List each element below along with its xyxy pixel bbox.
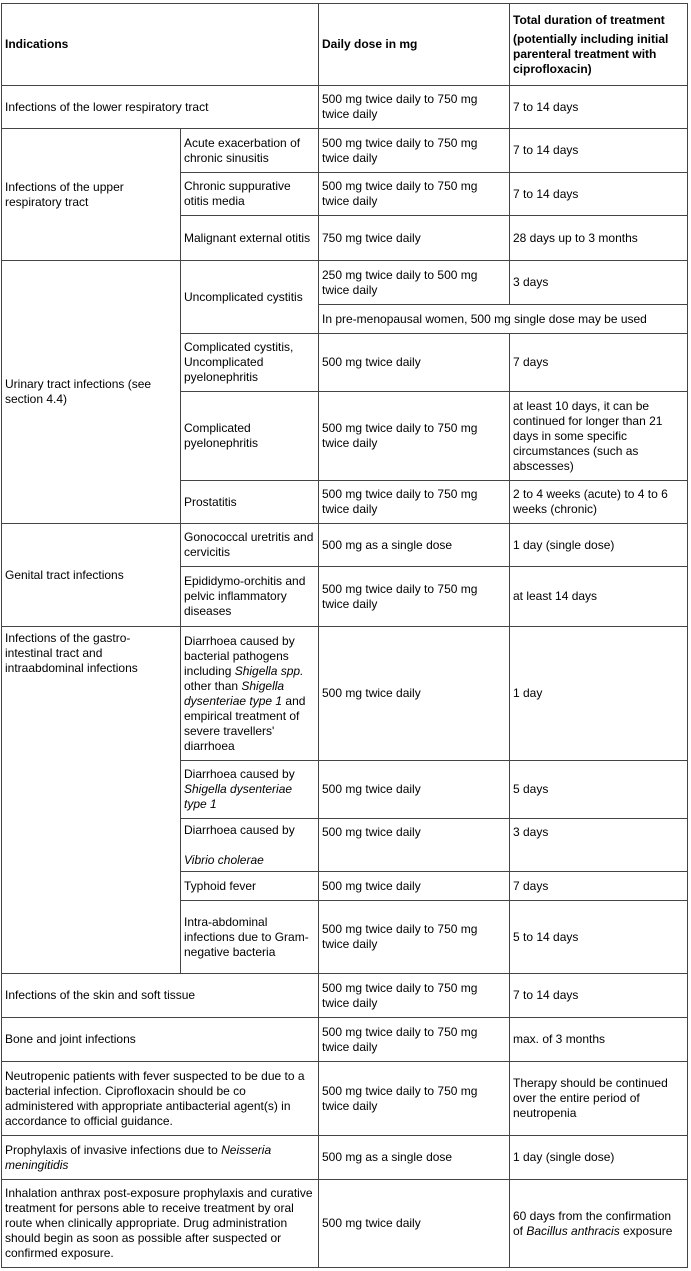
urinary-premenopausal-note: In pre-menopausal women, 500 mg single dose may be used — [318, 304, 688, 334]
upper-resp-sub-2-dose: 500 mg twice daily to 750 mg twice daily — [318, 172, 510, 216]
gastro-sub-1-duration: 1 day — [509, 626, 688, 761]
urinary-uncomplicated-cystitis-condition: Uncomplicated cystitis — [180, 260, 319, 334]
header-daily-dose: Daily dose in mg — [318, 3, 510, 86]
row-lower-resp-indication: Infections of the lower respiratory tract — [1, 85, 319, 129]
header-duration: Total duration of treatment (potentially including initial parenteral treatment with ciprofloxacin) — [509, 3, 688, 86]
urinary-sub-3-condition: Prostatitis — [180, 480, 319, 524]
urinary-sub-3-dose: 500 mg twice daily to 750 mg twice daily — [318, 480, 510, 524]
gastro-sub-5-dose: 500 mg twice daily to 750 mg twice daily — [318, 900, 510, 974]
gastro-sub-4-duration: 7 days — [509, 871, 688, 901]
gastro-sub-2-condition: Diarrhoea caused by Shigella dysenteriae type 1 — [180, 760, 319, 819]
gastro-sub-4-dose: 500 mg twice daily — [318, 871, 510, 901]
gastro-sub-2-duration: 5 days — [509, 760, 688, 819]
row-neutropenic-duration: Therapy should be continued over the entire period of neutropenia — [509, 1061, 688, 1136]
gastro-sub-3-dose: 500 mg twice daily — [318, 818, 510, 872]
gastro-sub-3-condition: Diarrhoea caused by Vibrio cholerae — [180, 818, 319, 872]
row-anthrax-dose: 500 mg twice daily — [318, 1179, 510, 1268]
row-skin-dose: 500 mg twice daily to 750 mg twice daily — [318, 973, 510, 1018]
upper-resp-sub-3-dose: 750 mg twice daily — [318, 215, 510, 261]
gastro-sub-1-condition: Diarrhoea caused by bacterial pathogens including Shigella spp. other than Shigella dysenteriae type 1 and empirical treatment of severe travellers' diarrhoea — [180, 626, 319, 761]
genital-sub-2-dose: 500 mg twice daily to 750 mg twice daily — [318, 566, 510, 627]
row-anthrax-indication: Inhalation anthrax post-exposure prophylaxis and curative treatment for persons able to receive treatment by oral route when clinically appropriate. Drug administration should begin as soon as possible after suspected or confirmed exposure. — [1, 1179, 319, 1268]
row-bone-duration: max. of 3 months — [509, 1017, 688, 1062]
genital-sub-2-condition: Epididymo-orchitis and pelvic inflammatory diseases — [180, 566, 319, 627]
urinary-sub-1-duration: 7 days — [509, 333, 688, 392]
upper-resp-sub-3-duration: 28 days up to 3 months — [509, 215, 688, 261]
row-urinary-indication: Urinary tract infections (see section 4.4) — [1, 260, 181, 524]
row-gastro-indication: Infections of the gastro-intestinal tract and intraabdominal infections — [1, 626, 181, 974]
urinary-sub-2-condition: Complicated pyelonephritis — [180, 391, 319, 481]
row-neisseria-duration: 1 day (single dose) — [509, 1135, 688, 1180]
urinary-sub-1-dose: 500 mg twice daily — [318, 333, 510, 392]
genital-sub-1-dose: 500 mg as a single dose — [318, 523, 510, 567]
urinary-sub-2-dose: 500 mg twice daily to 750 mg twice daily — [318, 391, 510, 481]
row-bone-indication: Bone and joint infections — [1, 1017, 319, 1062]
upper-resp-sub-2-condition: Chronic suppurative otitis media — [180, 172, 319, 216]
row-skin-indication: Infections of the skin and soft tissue — [1, 973, 319, 1018]
row-neisseria-indication: Prophylaxis of invasive infections due to Neisseria meningitidis — [1, 1135, 319, 1180]
gastro-sub-3-duration: 3 days — [509, 818, 688, 872]
gastro-sub-2-dose: 500 mg twice daily — [318, 760, 510, 819]
upper-resp-sub-1-dose: 500 mg twice daily to 750 mg twice daily — [318, 128, 510, 173]
upper-resp-sub-2-duration: 7 to 14 days — [509, 172, 688, 216]
urinary-sub-1-condition: Complicated cystitis, Uncomplicated pyelonephritis — [180, 333, 319, 392]
row-lower-resp-dose: 500 mg twice daily to 750 mg twice daily — [318, 85, 510, 129]
row-lower-resp-duration: 7 to 14 days — [509, 85, 688, 129]
urinary-uncomplicated-cystitis-duration: 3 days — [509, 260, 688, 305]
gastro-sub-5-condition: Intra-abdominal infections due to Gram-negative bacteria — [180, 900, 319, 974]
row-anthrax-duration: 60 days from the confirmation of Bacillus anthracis exposure — [509, 1179, 688, 1268]
row-upper-resp-indication: Infections of the upper respiratory tract — [1, 128, 181, 261]
gastro-sub-1-dose: 500 mg twice daily — [318, 626, 510, 761]
urinary-sub-2-duration: at least 10 days, it can be continued for longer than 21 days in some specific circumstances (such as abscesses) — [509, 391, 688, 481]
row-neutropenic-dose: 500 mg twice daily to 750 mg twice daily — [318, 1061, 510, 1136]
urinary-uncomplicated-cystitis-dose: 250 mg twice daily to 500 mg twice daily — [318, 260, 510, 305]
upper-resp-sub-3-condition: Malignant external otitis — [180, 215, 319, 261]
gastro-sub-4-condition: Typhoid fever — [180, 871, 319, 901]
gastro-sub-5-duration: 5 to 14 days — [509, 900, 688, 974]
genital-sub-2-duration: at least 14 days — [509, 566, 688, 627]
genital-sub-1-condition: Gonococcal uretritis and cervicitis — [180, 523, 319, 567]
row-neutropenic-indication: Neutropenic patients with fever suspected to be due to a bacterial infection. Ciprofloxacin should be co administered with appropriate antibacterial agent(s) in accordance to official guidance. — [1, 1061, 319, 1136]
urinary-sub-3-duration: 2 to 4 weeks (acute) to 4 to 6 weeks (chronic) — [509, 480, 688, 524]
row-bone-dose: 500 mg twice daily to 750 mg twice daily — [318, 1017, 510, 1062]
upper-resp-sub-1-condition: Acute exacerbation of chronic sinusitis — [180, 128, 319, 173]
row-skin-duration: 7 to 14 days — [509, 973, 688, 1018]
row-genital-indication: Genital tract infections — [1, 523, 181, 627]
header-indications: Indications — [1, 3, 319, 86]
row-neisseria-dose: 500 mg as a single dose — [318, 1135, 510, 1180]
genital-sub-1-duration: 1 day (single dose) — [509, 523, 688, 567]
upper-resp-sub-1-duration: 7 to 14 days — [509, 128, 688, 173]
